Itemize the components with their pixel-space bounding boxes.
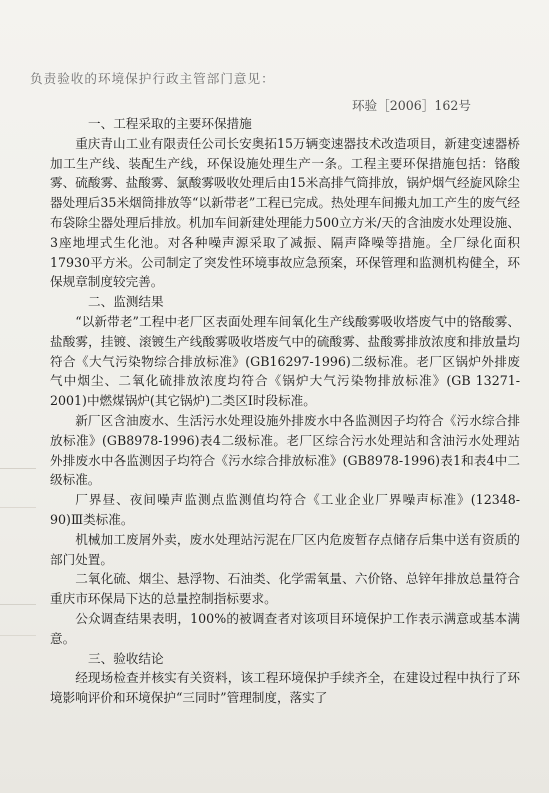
paragraph: 经现场检查并核实有关资料，该工程环境保护手续齐全，在建设过程中执行了环境影响评价和环境保护“三同时”管理制度，落实了 (50, 670, 520, 706)
document-header: 负责验收的环境保护行政主管部门意见： (30, 71, 275, 86)
section-heading: 三、验收结论 (88, 650, 164, 666)
section-heading: 一、工程采取的主要环保措施 (88, 116, 252, 131)
document-number: 环验［2006］162号 (351, 98, 471, 113)
paragraph: 公众调查结果表明，100%的被调查者对该项目环境保护工作表示满意或基本满意。 (50, 610, 520, 646)
page-fold-mark (0, 604, 36, 636)
paragraph: “以新带老”工程中老厂区表面处理车间氧化生产线酸雾吸收塔废气中的铬酸雾、盐酸雾，挂镀、滚镀生产线酸雾吸收塔废气中的硫酸雾、盐酸雾排放浓度和排放量均符合《大气污染物综合排放标准》(GB16297-1996)二级标准。老厂区锅炉外排废气中烟尘、二氧化硫排放浓度均符合《锅炉大气污染物排放标准》(GB 13271-2001)中燃煤锅炉(其它锅炉)二类区Ⅰ时段标准。 (50, 313, 520, 409)
paragraph: 新厂区含油废水、生活污水处理设施外排废水中各监测因子均符合《污水综合排放标准》(GB8978-1996)表4二级标准。老厂区综合污水处理站和含油污水处理站外排废水中各监测因子均符合《污水综合排放标准》(GB8978-1996)表1和表4中二级标准。 (50, 412, 520, 488)
document-body (50, 114, 520, 708)
section-heading: 二、监测结果 (88, 294, 164, 310)
paragraph: 厂界昼、夜间噪声监测点监测值均符合《工业企业厂界噪声标准》(12348-90)Ⅲ类标准。 (50, 492, 520, 527)
page-fold-mark (0, 468, 36, 508)
paragraph: 重庆青山工业有限责任公司长安奥拓15万辆变速器技术改造项目，新建变速器桥加工生产线、装配生产线，环保设施处理生产一条。工程主要环保措施包括：铬酸雾、硫酸雾、盐酸雾、氯酸雾吸收处理后由15米高排气筒排放，锅炉烟气经旋风除尘器处理后35米烟筒排放等“以新带老”工程已完成。热处理车间搬丸加工产生的废气经布袋除尘器处理后排放。机加车间新建处理能力500立方米/天的含油废水处理设施、3座地埋式生化池。对各种噪声源采取了减振、隔声降噪等措施。全厂绿化面积17930平方米。公司制定了突发性环境事故应急预案，环保管理和监测机构健全，环保规章制度较完善。 (50, 135, 520, 290)
paragraph: 二氧化硫、烟尘、悬浮物、石油类、化学需氧量、六价铬、总锌年排放总量符合重庆市环保局下达的总量控制指标要求。 (50, 571, 520, 607)
paragraph: 机械加工废屑外卖，废水处理站污泥在厂区内危废暂存点储存后集中送有资质的部门处置。 (50, 531, 520, 567)
